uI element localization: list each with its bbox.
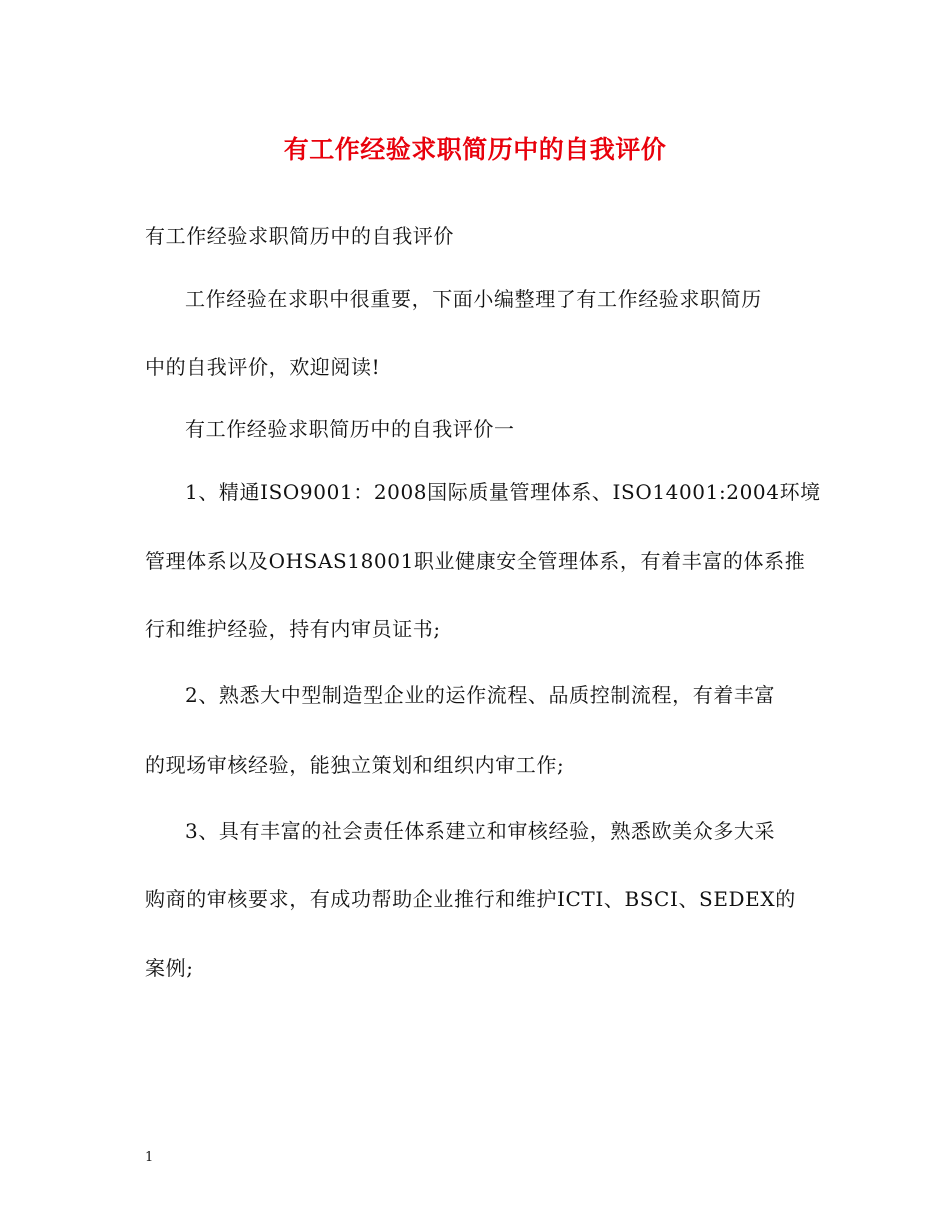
paragraph-line: 案例;: [145, 956, 194, 980]
paragraph-line: 购商的审核要求，有成功帮助企业推行和维护ICTI、BSCI、SEDEX的: [145, 887, 796, 911]
paragraph-line: 2、熟悉大中型制造型企业的运作流程、品质控制流程，有着丰富: [185, 683, 776, 707]
paragraph-line: 管理体系以及OHSAS18001职业健康安全管理体系，有着丰富的体系推: [145, 549, 806, 573]
document-title: 有工作经验求职简历中的自我评价: [283, 135, 667, 164]
document-subtitle: 有工作经验求职简历中的自我评价: [145, 224, 454, 248]
paragraph-line: 的现场审核经验，能独立策划和组织内审工作;: [145, 753, 565, 777]
paragraph-line: 工作经验在求职中很重要，下面小编整理了有工作经验求职简历: [185, 287, 762, 311]
paragraph-line: 3、具有丰富的社会责任体系建立和审核经验，熟悉欧美众多大采: [185, 819, 776, 843]
paragraph-line: 行和维护经验，持有内审员证书;: [145, 617, 441, 641]
section-heading: 有工作经验求职简历中的自我评价一: [185, 417, 515, 441]
page-number: 1: [145, 1150, 154, 1165]
paragraph-line: 中的自我评价，欢迎阅读!: [145, 355, 381, 379]
paragraph-line: 1、精通ISO9001：2008国际质量管理体系、ISO14001:2004环境: [185, 480, 821, 504]
